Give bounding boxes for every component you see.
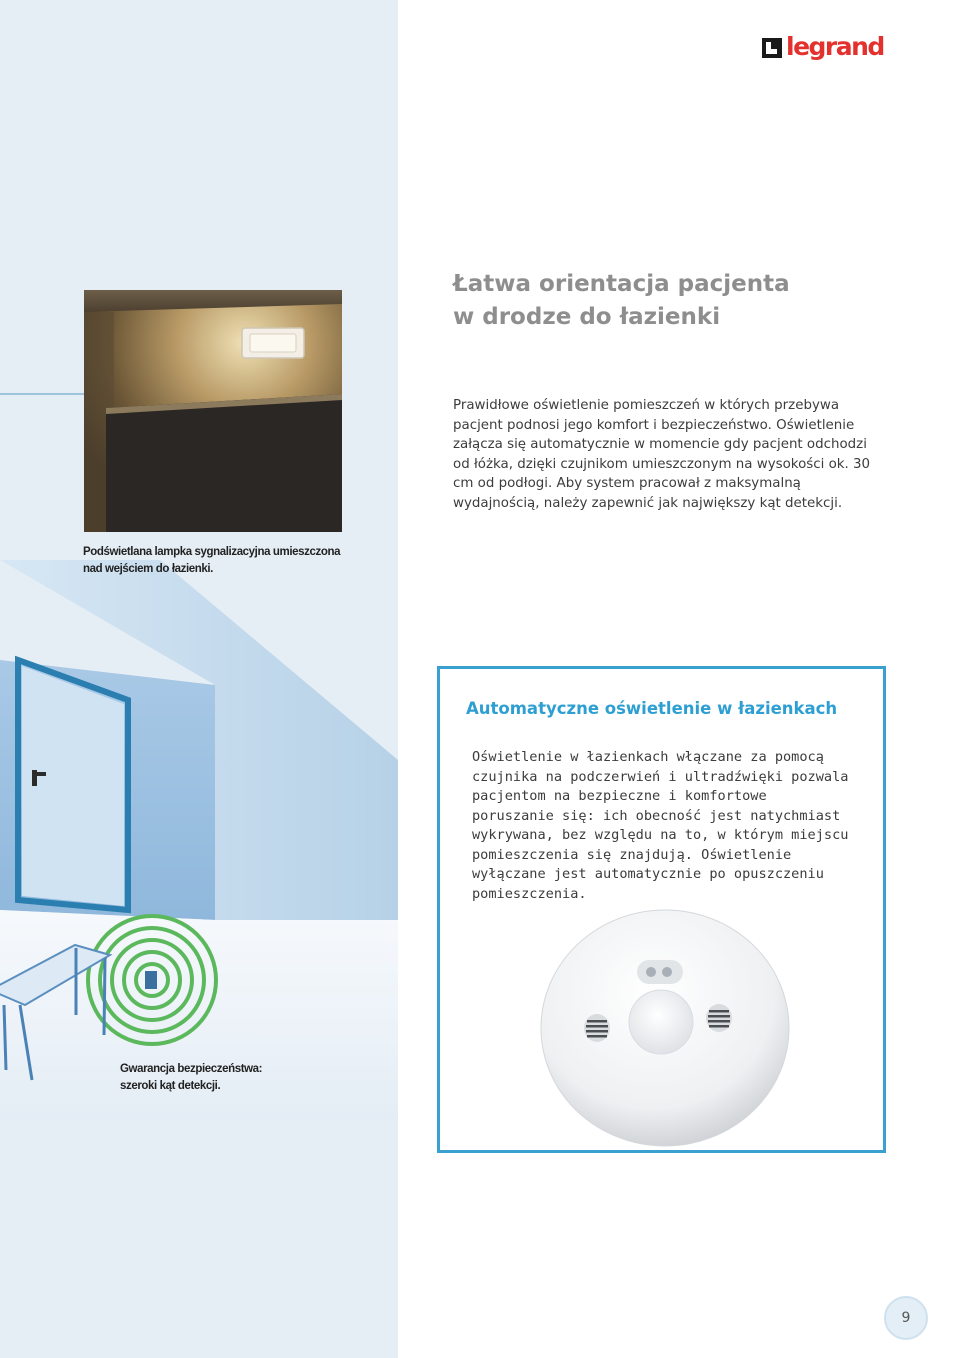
page-title-line1: Łatwa orientacja pacjenta: [453, 271, 790, 297]
legrand-logo: [762, 32, 884, 62]
page-title: [453, 268, 790, 334]
info-box-text: Oświetlenie w łazienkach włączane za pomocą czujnika na podczerwień i ultradźwięki pozwala pacjentom na bezpieczne i komfortowe poruszanie się: ich obecność jest natychmiast wykrywana, bez względu na to, w którym miejscu pomieszczenia się znajdują. Oświetlenie wyłączane jest automatycznie po opuszczeniu pomieszczenia.: [472, 749, 849, 902]
signal-lamp-photo: [84, 290, 342, 532]
illustration-caption: [120, 1061, 320, 1095]
left-panel: [0, 0, 398, 1358]
page-title-line2: w drodze do łazienki: [453, 304, 721, 330]
info-box-title: Automatyczne oświetlenie w łazienkach: [466, 699, 838, 718]
illustration-caption-line1: Gwarancja bezpieczeństwa:: [120, 1063, 263, 1075]
motion-detector-image: [535, 900, 795, 1150]
page-number-badge: [884, 1296, 928, 1340]
info-box: [437, 666, 886, 1153]
intro-paragraph: Prawidłowe oświetlenie pomieszczeń w których przebywa pacjent podnosi jego komfort i bezpieczeństwo. Oświetlenie załącza się automatycznie w momencie gdy pacjent odchodzi od łóżka, dzięki czujnikom umieszczonym na wysokości ok. 30 cm od podłogi. Aby system pracował z maksymalną wydajnością, należy zapewnić jak największy kąt detekcji.: [453, 398, 871, 511]
legrand-logo-icon: [762, 36, 782, 58]
brand-name: legrand: [786, 32, 884, 61]
illustration-caption-line2: szeroki kąt detekcji.: [120, 1080, 221, 1092]
panel-divider: [0, 393, 84, 395]
page-number: 9: [901, 1310, 911, 1326]
detection-illustration: [0, 560, 398, 1120]
photo-caption: Podświetlana lampka sygnalizacyjna umieszczona nad wejściem do łazienki.: [83, 546, 341, 575]
